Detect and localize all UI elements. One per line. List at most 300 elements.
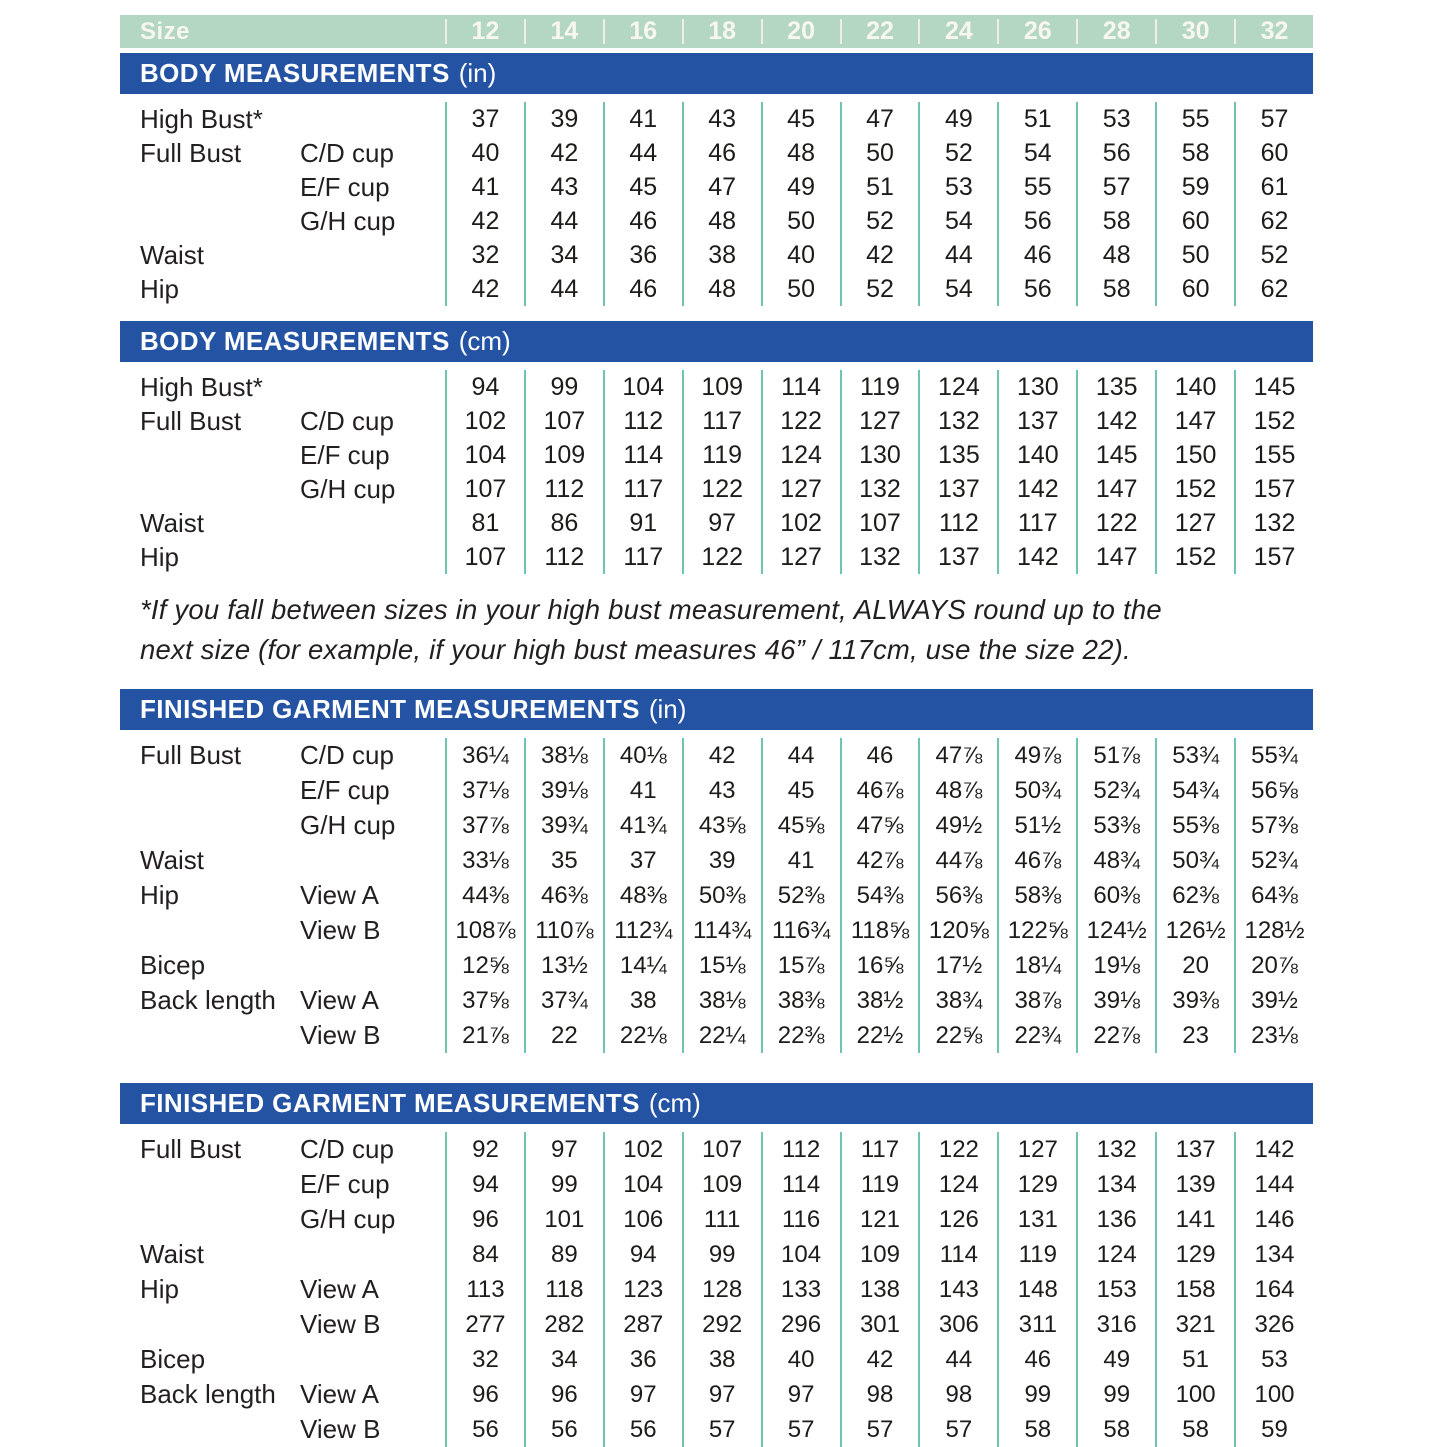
value-cell: 119 (997, 1237, 1076, 1272)
value-cell: 107 (682, 1132, 761, 1167)
value-cell: 62 (1234, 204, 1313, 238)
value-cell: 137 (997, 404, 1076, 438)
value-cell: 127 (840, 404, 919, 438)
row-label: Hip (140, 1274, 180, 1305)
value-cell: 52 (1234, 238, 1313, 272)
value-cell: 106 (603, 1202, 682, 1237)
table-row (120, 272, 1313, 306)
section-body-measurements-cm (120, 321, 1313, 574)
value-cell: 44⅜ (445, 878, 524, 913)
value-cell: 38 (682, 1342, 761, 1377)
value-cell: 142 (997, 540, 1076, 574)
value-cell: 47⅝ (840, 808, 919, 843)
row-values (445, 773, 1313, 808)
value-cell: 14¼ (603, 948, 682, 983)
row-values (445, 170, 1313, 204)
row-label: Hip (140, 541, 180, 572)
value-cell: 101 (524, 1202, 603, 1237)
value-cell: 55⅜ (1155, 808, 1234, 843)
section-title: FINISHED GARMENT MEASUREMENTS (140, 1088, 640, 1119)
value-cell: 113 (445, 1272, 524, 1307)
value-cell: 40 (761, 1342, 840, 1377)
value-cell: 109 (524, 438, 603, 472)
value-cell: 57 (840, 1412, 919, 1447)
value-cell: 114 (761, 370, 840, 404)
value-cell: 42 (840, 1342, 919, 1377)
value-cell: 58 (1155, 1412, 1234, 1447)
table-row (120, 404, 1313, 438)
table-row (120, 738, 1313, 773)
value-cell: 287 (603, 1307, 682, 1342)
value-cell: 98 (918, 1377, 997, 1412)
sizing-note (120, 590, 1313, 669)
value-cell: 52 (840, 204, 919, 238)
value-cell: 282 (524, 1307, 603, 1342)
row-label: Full Bust (140, 740, 242, 771)
value-cell: 20⅞ (1234, 948, 1313, 983)
size-column: 24 (918, 19, 997, 44)
value-cell: 45⅝ (761, 808, 840, 843)
section-title: BODY MEASUREMENTS (140, 58, 450, 88)
value-cell: 37⅝ (445, 983, 524, 1018)
section-rows (120, 1124, 1313, 1447)
row-values (445, 370, 1313, 404)
value-cell: 277 (445, 1307, 524, 1342)
value-cell: 138 (840, 1272, 919, 1307)
value-cell: 100 (1234, 1377, 1313, 1412)
value-cell: 119 (840, 370, 919, 404)
value-cell: 140 (997, 438, 1076, 472)
row-values (445, 1132, 1313, 1167)
section-header (120, 53, 1313, 94)
value-cell: 130 (840, 438, 919, 472)
row-values (445, 472, 1313, 506)
table-row (120, 1132, 1313, 1167)
value-cell: 126½ (1155, 913, 1234, 948)
value-cell: 44 (603, 136, 682, 170)
value-cell: 97 (524, 1132, 603, 1167)
value-cell: 15⅞ (761, 948, 840, 983)
section-rows (120, 730, 1313, 1053)
value-cell: 36 (603, 1342, 682, 1377)
value-cell: 107 (524, 404, 603, 438)
value-cell: 12⅝ (445, 948, 524, 983)
section-unit: (cm) (648, 1088, 701, 1119)
table-row (120, 1202, 1313, 1237)
row-values (445, 540, 1313, 574)
row-label (120, 170, 300, 204)
value-cell: 38⅜ (761, 983, 840, 1018)
row-sublabel: View A (300, 1379, 380, 1410)
value-cell: 104 (603, 370, 682, 404)
size-column: 26 (997, 19, 1076, 44)
value-cell: 46 (603, 272, 682, 306)
value-cell: 164 (1234, 1272, 1313, 1307)
row-values (445, 948, 1313, 983)
value-cell: 127 (1155, 506, 1234, 540)
value-cell: 53 (1076, 102, 1155, 136)
value-cell: 43 (682, 773, 761, 808)
value-cell: 34 (524, 1342, 603, 1377)
section-body-measurements-in (120, 53, 1313, 306)
table-row (120, 1377, 1313, 1412)
value-cell: 62 (1234, 272, 1313, 306)
row-values (445, 1018, 1313, 1053)
value-cell: 46⅜ (524, 878, 603, 913)
value-cell: 122 (918, 1132, 997, 1167)
value-cell: 139 (1155, 1167, 1234, 1202)
section-header (120, 689, 1313, 730)
value-cell: 107 (840, 506, 919, 540)
value-cell: 51 (1155, 1342, 1234, 1377)
value-cell: 47⅞ (918, 738, 997, 773)
value-cell: 46 (840, 738, 919, 773)
value-cell: 127 (761, 540, 840, 574)
value-cell: 109 (682, 1167, 761, 1202)
value-cell: 86 (524, 506, 603, 540)
value-cell: 143 (918, 1272, 997, 1307)
value-cell: 37 (603, 843, 682, 878)
value-cell: 52 (840, 272, 919, 306)
section-header (120, 321, 1313, 362)
value-cell: 56 (1076, 136, 1155, 170)
value-cell: 57 (682, 1412, 761, 1447)
value-cell: 152 (1155, 540, 1234, 574)
value-cell: 99 (1076, 1377, 1155, 1412)
value-cell: 94 (445, 370, 524, 404)
row-values (445, 1237, 1313, 1272)
table-row (120, 1307, 1313, 1342)
value-cell: 56 (997, 272, 1076, 306)
value-cell: 52 (918, 136, 997, 170)
value-cell: 56 (997, 204, 1076, 238)
value-cell: 97 (682, 506, 761, 540)
value-cell: 22⅞ (1076, 1018, 1155, 1053)
value-cell: 132 (840, 540, 919, 574)
row-values (445, 238, 1313, 272)
value-cell: 114 (761, 1167, 840, 1202)
row-sublabel: View B (300, 1414, 381, 1445)
row-label (120, 1167, 300, 1202)
value-cell: 43⅝ (682, 808, 761, 843)
value-cell: 306 (918, 1307, 997, 1342)
value-cell: 114 (918, 1237, 997, 1272)
value-cell: 60⅜ (1076, 878, 1155, 913)
value-cell: 97 (603, 1377, 682, 1412)
value-cell: 50 (840, 136, 919, 170)
value-cell: 36¼ (445, 738, 524, 773)
row-label: Waist (140, 845, 205, 876)
row-label (120, 1412, 300, 1447)
row-sublabel: E/F cup (300, 775, 390, 806)
value-cell: 108⅞ (445, 913, 524, 948)
table-row (120, 370, 1313, 404)
value-cell: 122 (761, 404, 840, 438)
value-cell: 50⅜ (682, 878, 761, 913)
section-finished-garment-in (120, 689, 1313, 1053)
row-sublabel: G/H cup (300, 473, 396, 504)
row-values (445, 808, 1313, 843)
value-cell: 23 (1155, 1018, 1234, 1053)
value-cell: 141 (1155, 1202, 1234, 1237)
value-cell: 55 (1155, 102, 1234, 136)
value-cell: 99 (682, 1237, 761, 1272)
value-cell: 94 (445, 1167, 524, 1202)
value-cell: 112¾ (603, 913, 682, 948)
value-cell: 49 (761, 170, 840, 204)
table-row (120, 948, 1313, 983)
value-cell: 64⅜ (1234, 878, 1313, 913)
size-column: 32 (1234, 19, 1313, 44)
table-row (120, 102, 1313, 136)
value-cell: 51½ (997, 808, 1076, 843)
value-cell: 124 (918, 1167, 997, 1202)
value-cell: 56 (603, 1412, 682, 1447)
value-cell: 20 (1155, 948, 1234, 983)
value-cell: 32 (445, 238, 524, 272)
value-cell: 130 (997, 370, 1076, 404)
value-cell: 147 (1076, 540, 1155, 574)
table-row (120, 204, 1313, 238)
value-cell: 37⅞ (445, 808, 524, 843)
value-cell: 321 (1155, 1307, 1234, 1342)
value-cell: 134 (1234, 1237, 1313, 1272)
row-values (445, 843, 1313, 878)
value-cell: 140 (1155, 370, 1234, 404)
value-cell: 37⅛ (445, 773, 524, 808)
size-column: 16 (603, 19, 682, 44)
section-title: FINISHED GARMENT MEASUREMENTS (140, 694, 640, 725)
value-cell: 48⅜ (603, 878, 682, 913)
value-cell: 41 (603, 773, 682, 808)
table-row (120, 1342, 1313, 1377)
value-cell: 157 (1234, 540, 1313, 574)
row-label: High Bust* (140, 371, 263, 402)
value-cell: 41 (603, 102, 682, 136)
value-cell: 94 (603, 1237, 682, 1272)
value-cell: 38½ (840, 983, 919, 1018)
size-header-label: Size (140, 17, 191, 45)
value-cell: 117 (840, 1132, 919, 1167)
section-unit: (cm) (458, 326, 511, 356)
value-cell: 44 (524, 204, 603, 238)
size-column: 22 (840, 19, 919, 44)
table-row (120, 878, 1313, 913)
value-cell: 144 (1234, 1167, 1313, 1202)
row-label: Waist (140, 239, 205, 270)
value-cell: 40⅛ (603, 738, 682, 773)
value-cell: 124½ (1076, 913, 1155, 948)
value-cell: 132 (1234, 506, 1313, 540)
value-cell: 102 (445, 404, 524, 438)
value-cell: 55¾ (1234, 738, 1313, 773)
value-cell: 129 (997, 1167, 1076, 1202)
value-cell: 99 (524, 370, 603, 404)
value-cell: 58 (1155, 136, 1234, 170)
value-cell: 158 (1155, 1272, 1234, 1307)
value-cell: 326 (1234, 1307, 1313, 1342)
value-cell: 41 (445, 170, 524, 204)
row-sublabel: C/D cup (300, 137, 394, 168)
value-cell: 45 (603, 170, 682, 204)
table-row (120, 1272, 1313, 1307)
value-cell: 118⅝ (840, 913, 919, 948)
value-cell: 124 (918, 370, 997, 404)
row-sublabel: G/H cup (300, 810, 396, 841)
value-cell: 145 (1076, 438, 1155, 472)
value-cell: 127 (761, 472, 840, 506)
value-cell: 49⅞ (997, 738, 1076, 773)
row-label: High Bust* (140, 103, 263, 134)
value-cell: 137 (918, 472, 997, 506)
value-cell: 97 (761, 1377, 840, 1412)
value-cell: 122 (1076, 506, 1155, 540)
value-cell: 42 (445, 272, 524, 306)
row-label (120, 204, 300, 238)
value-cell: 42 (840, 238, 919, 272)
row-sublabel: View B (300, 1309, 381, 1340)
value-cell: 58⅜ (997, 878, 1076, 913)
value-cell: 46⅞ (840, 773, 919, 808)
value-cell: 59 (1155, 170, 1234, 204)
value-cell: 122⅝ (997, 913, 1076, 948)
size-header-row (120, 15, 1313, 48)
table-row (120, 1412, 1313, 1447)
value-cell: 38 (682, 238, 761, 272)
value-cell: 142 (1234, 1132, 1313, 1167)
row-sublabel (300, 238, 445, 272)
value-cell: 104 (761, 1237, 840, 1272)
size-columns (445, 19, 1313, 44)
size-column: 30 (1155, 19, 1234, 44)
value-cell: 18¼ (997, 948, 1076, 983)
row-sublabel: View A (300, 1274, 380, 1305)
row-values (445, 1342, 1313, 1377)
row-label (120, 438, 300, 472)
value-cell: 21⅞ (445, 1018, 524, 1053)
sizing-note-line1: *If you fall between sizes in your high bust measurement, ALWAYS round up to the (140, 594, 1162, 625)
table-row (120, 1167, 1313, 1202)
value-cell: 96 (524, 1377, 603, 1412)
value-cell: 137 (918, 540, 997, 574)
value-cell: 112 (918, 506, 997, 540)
row-sublabel: G/H cup (300, 1204, 396, 1235)
value-cell: 60 (1155, 204, 1234, 238)
value-cell: 46 (997, 238, 1076, 272)
value-cell: 38 (603, 983, 682, 1018)
value-cell: 120⅝ (918, 913, 997, 948)
value-cell: 137 (1155, 1132, 1234, 1167)
value-cell: 22½ (840, 1018, 919, 1053)
row-sublabel (300, 1342, 445, 1377)
row-label: Hip (140, 273, 180, 304)
row-sublabel: View B (300, 1020, 381, 1051)
value-cell: 116¾ (761, 913, 840, 948)
value-cell: 102 (761, 506, 840, 540)
value-cell: 39¾ (524, 808, 603, 843)
row-sublabel (300, 272, 445, 306)
row-values (445, 738, 1313, 773)
value-cell: 50 (761, 272, 840, 306)
row-sublabel: E/F cup (300, 1169, 390, 1200)
value-cell: 114¾ (682, 913, 761, 948)
value-cell: 112 (524, 472, 603, 506)
value-cell: 49 (1076, 1342, 1155, 1377)
value-cell: 59 (1234, 1412, 1313, 1447)
size-column: 14 (524, 19, 603, 44)
value-cell: 54 (918, 204, 997, 238)
table-row (120, 1018, 1313, 1053)
value-cell: 56⅝ (1234, 773, 1313, 808)
section-unit: (in) (458, 58, 497, 88)
size-column: 20 (761, 19, 840, 44)
row-label: Full Bust (140, 1134, 242, 1165)
size-column: 18 (682, 19, 761, 44)
table-row (120, 170, 1313, 204)
row-values (445, 102, 1313, 136)
value-cell: 49½ (918, 808, 997, 843)
value-cell: 51 (840, 170, 919, 204)
row-values (445, 983, 1313, 1018)
value-cell: 124 (761, 438, 840, 472)
row-sublabel: C/D cup (300, 740, 394, 771)
table-row (120, 773, 1313, 808)
row-sublabel: C/D cup (300, 1134, 394, 1165)
value-cell: 56 (445, 1412, 524, 1447)
value-cell: 119 (682, 438, 761, 472)
row-label: Bicep (140, 1344, 206, 1375)
value-cell: 133 (761, 1272, 840, 1307)
value-cell: 110⅞ (524, 913, 603, 948)
row-label (120, 1202, 300, 1237)
value-cell: 152 (1155, 472, 1234, 506)
value-cell: 47 (682, 170, 761, 204)
value-cell: 53¾ (1155, 738, 1234, 773)
value-cell: 142 (997, 472, 1076, 506)
value-cell: 48 (761, 136, 840, 170)
value-cell: 58 (1076, 272, 1155, 306)
value-cell: 38⅛ (524, 738, 603, 773)
row-label (120, 773, 300, 808)
value-cell: 150 (1155, 438, 1234, 472)
value-cell: 112 (761, 1132, 840, 1167)
row-sublabel: C/D cup (300, 405, 394, 436)
row-label (120, 808, 300, 843)
value-cell: 40 (445, 136, 524, 170)
value-cell: 81 (445, 506, 524, 540)
value-cell: 57 (761, 1412, 840, 1447)
value-cell: 96 (445, 1377, 524, 1412)
row-label: Waist (140, 507, 205, 538)
value-cell: 19⅛ (1076, 948, 1155, 983)
value-cell: 39⅜ (1155, 983, 1234, 1018)
table-row (120, 540, 1313, 574)
value-cell: 46 (603, 204, 682, 238)
value-cell: 99 (524, 1167, 603, 1202)
value-cell: 56⅜ (918, 878, 997, 913)
value-cell: 52⅜ (761, 878, 840, 913)
value-cell: 129 (1155, 1237, 1234, 1272)
value-cell: 97 (682, 1377, 761, 1412)
row-label (120, 1307, 300, 1342)
value-cell: 56 (524, 1412, 603, 1447)
size-column: 28 (1076, 19, 1155, 44)
value-cell: 42 (682, 738, 761, 773)
value-cell: 22⅜ (761, 1018, 840, 1053)
value-cell: 50 (761, 204, 840, 238)
row-sublabel: View A (300, 880, 380, 911)
value-cell: 37¾ (524, 983, 603, 1018)
